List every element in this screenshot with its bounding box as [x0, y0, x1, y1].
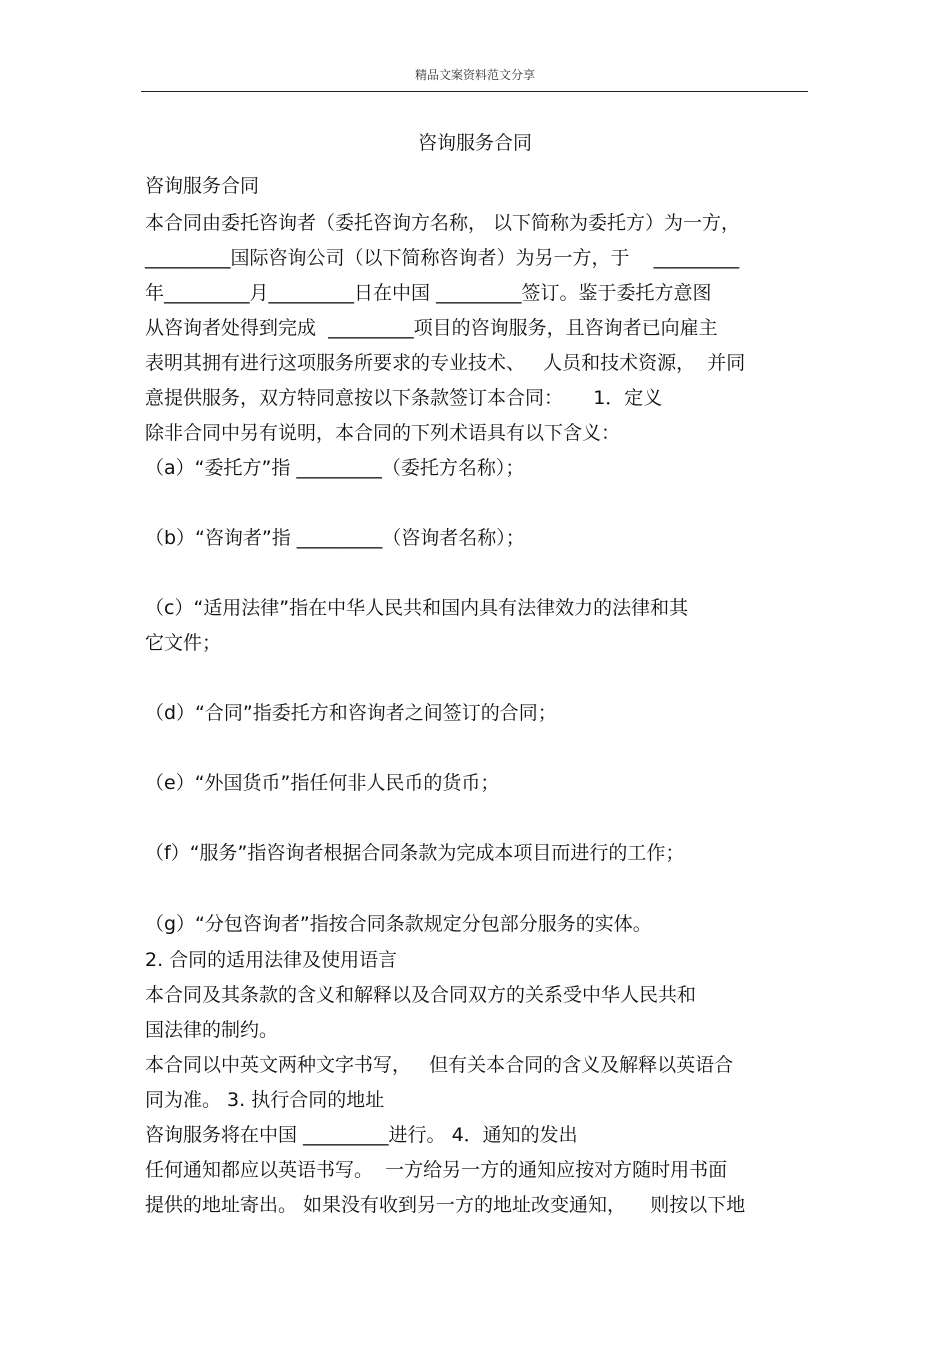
body-line: 咨询服务合同 [145, 175, 260, 197]
body-line: 表明其拥有进行这项服务所要求的专业技术、 人员和技术资源， 并同 [145, 352, 746, 374]
page-header: 精品文案资料范文分享 [414, 68, 535, 82]
body-line: 意提供服务，双方特同意按以下条款签订本合同： 1．定义 [145, 387, 663, 409]
definition-item: （e）“外国货币”指任何非人民币的货币； [145, 772, 500, 794]
body-line: 年_________月_________日在中国 _________签订。鉴于委托方意图 [145, 282, 712, 304]
body-line: 提供的地址寄出。 如果没有收到另一方的地址改变通知， 则按以下地 [145, 1194, 746, 1216]
body-line: 本合同及其条款的含义和解释以及合同双方的关系受中华人民共和 [145, 984, 697, 1006]
body-line: 本合同以中英文两种文字书写， 但有关本合同的含义及解释以英语合 [145, 1054, 734, 1076]
body-line: 除非合同中另有说明，本合同的下列术语具有以下含义： [145, 422, 621, 444]
section-heading: 2. 合同的适用法律及使用语言 [145, 949, 398, 971]
definition-item: （c）“适用法律”指在中华人民共和国内具有法律效力的法律和其 [145, 597, 689, 619]
definition-item: （a）“委托方”指 _________（委托方名称）； [145, 457, 525, 479]
body-line: _________国际咨询公司（以下简称咨询者）为另一方，于 _________ [145, 247, 740, 269]
definition-item: （f）“服务”指咨询者根据合同条款为完成本项目而进行的工作； [145, 842, 685, 864]
body-line: 任何通知都应以英语书写。 一方给另一方的通知应按对方随时用书面 [145, 1159, 728, 1181]
body-line: 国法律的制约。 [145, 1019, 279, 1041]
definition-item: （g）“分包咨询者”指按合同条款规定分包部分服务的实体。 [145, 913, 652, 935]
body-line: 它文件； [145, 632, 222, 654]
definition-item: （d）“合同”指委托方和咨询者之间签订的合同； [145, 702, 557, 724]
definition-item: （b）“咨询者”指 _________（咨询者名称）； [145, 527, 525, 549]
body-line: 咨询服务将在中国 _________进行。 4．通知的发出 [145, 1124, 578, 1146]
header-divider [141, 91, 808, 92]
body-line: 同为准。 3. 执行合同的地址 [145, 1089, 385, 1111]
document-title: 咨询服务合同 [417, 132, 532, 154]
body-line: 本合同由委托咨询者（委托咨询方名称， 以下简称为委托方）为一方， [145, 212, 741, 234]
body-line: 从咨询者处得到完成 _________项目的咨询服务，且咨询者已向雇主 [145, 317, 718, 339]
